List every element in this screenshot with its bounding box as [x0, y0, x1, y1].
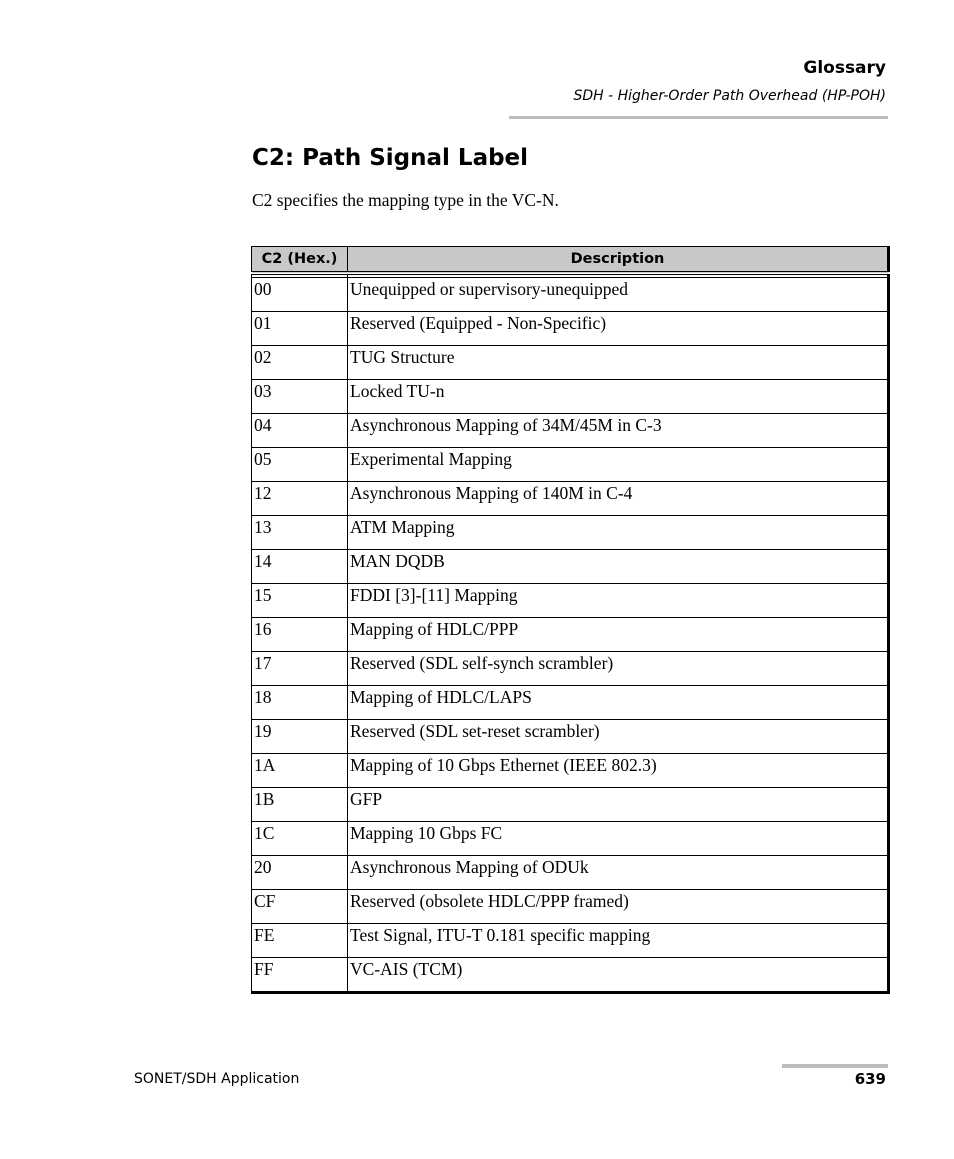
table-row — [252, 924, 889, 958]
cell-description: Mapping 10 Gbps FC — [348, 822, 889, 856]
cell-c2-hex: 1C — [252, 822, 348, 856]
cell-c2-hex: 13 — [252, 516, 348, 550]
cell-description: Locked TU-n — [348, 380, 889, 414]
table-row — [252, 312, 889, 346]
cell-c2-hex: 05 — [252, 448, 348, 482]
cell-c2-hex: 04 — [252, 414, 348, 448]
table-row — [252, 686, 889, 720]
cell-description: GFP — [348, 788, 889, 822]
cell-c2-hex: 15 — [252, 584, 348, 618]
page-title: C2: Path Signal Label — [252, 145, 529, 171]
cell-c2-hex: 20 — [252, 856, 348, 890]
cell-description: Asynchronous Mapping of 34M/45M in C-3 — [348, 414, 889, 448]
cell-description: Mapping of 10 Gbps Ethernet (IEEE 802.3) — [348, 754, 889, 788]
cell-c2-hex: 17 — [252, 652, 348, 686]
table-row — [252, 346, 889, 380]
table-row — [252, 618, 889, 652]
cell-description: Reserved (SDL self-synch scrambler) — [348, 652, 889, 686]
cell-description: TUG Structure — [348, 346, 889, 380]
cell-c2-hex: 16 — [252, 618, 348, 652]
table-row — [252, 890, 889, 924]
cell-description: Test Signal, ITU-T 0.181 specific mapping — [348, 924, 889, 958]
cell-description: Reserved (obsolete HDLC/PPP framed) — [348, 890, 889, 924]
cell-c2-hex: FF — [252, 958, 348, 993]
cell-c2-hex: 03 — [252, 380, 348, 414]
table-row — [252, 652, 889, 686]
table-row — [252, 414, 889, 448]
cell-c2-hex: FE — [252, 924, 348, 958]
table-row — [252, 788, 889, 822]
cell-c2-hex: 18 — [252, 686, 348, 720]
cell-c2-hex: 14 — [252, 550, 348, 584]
table-row — [252, 720, 889, 754]
cell-c2-hex: 02 — [252, 346, 348, 380]
cell-c2-hex: 19 — [252, 720, 348, 754]
table-row — [252, 278, 889, 312]
cell-c2-hex: 12 — [252, 482, 348, 516]
table-body — [252, 273, 889, 993]
cell-description: Asynchronous Mapping of ODUk — [348, 856, 889, 890]
table-row — [252, 822, 889, 856]
cell-description: Reserved (SDL set-reset scrambler) — [348, 720, 889, 754]
header-subsection: SDH - Higher-Order Path Overhead (HP-POH) — [573, 88, 886, 104]
table-row — [252, 754, 889, 788]
footer-doc-name: SONET/SDH Application — [134, 1071, 300, 1087]
table-row — [252, 482, 889, 516]
cell-c2-hex: 01 — [252, 312, 348, 346]
table-header-row — [252, 247, 889, 274]
page-number: 639 — [854, 1070, 886, 1088]
col-header-c2-hex: C2 (Hex.) — [252, 247, 348, 274]
cell-c2-hex: 1A — [252, 754, 348, 788]
table-row — [252, 958, 889, 993]
table-row — [252, 380, 889, 414]
cell-description: Mapping of HDLC/PPP — [348, 618, 889, 652]
header-rule — [509, 116, 888, 119]
cell-c2-hex: CF — [252, 890, 348, 924]
c2-table — [251, 246, 890, 994]
intro-text: C2 specifies the mapping type in the VC-N. — [252, 190, 559, 210]
cell-c2-hex: 1B — [252, 788, 348, 822]
cell-c2-hex: 00 — [252, 278, 348, 312]
cell-description: Unequipped or supervisory-unequipped — [348, 278, 889, 312]
table-row — [252, 550, 889, 584]
table-row — [252, 856, 889, 890]
footer-rule — [782, 1064, 888, 1068]
cell-description: Reserved (Equipped - Non-Specific) — [348, 312, 889, 346]
cell-description: FDDI [3]-[11] Mapping — [348, 584, 889, 618]
cell-description: ATM Mapping — [348, 516, 889, 550]
table-row — [252, 516, 889, 550]
header-section: Glossary — [803, 58, 886, 78]
cell-description: Mapping of HDLC/LAPS — [348, 686, 889, 720]
cell-description: MAN DQDB — [348, 550, 889, 584]
cell-description: Experimental Mapping — [348, 448, 889, 482]
col-header-description: Description — [348, 247, 889, 274]
table-row — [252, 448, 889, 482]
table-row — [252, 584, 889, 618]
cell-description: Asynchronous Mapping of 140M in C-4 — [348, 482, 889, 516]
cell-description: VC-AIS (TCM) — [348, 958, 889, 993]
